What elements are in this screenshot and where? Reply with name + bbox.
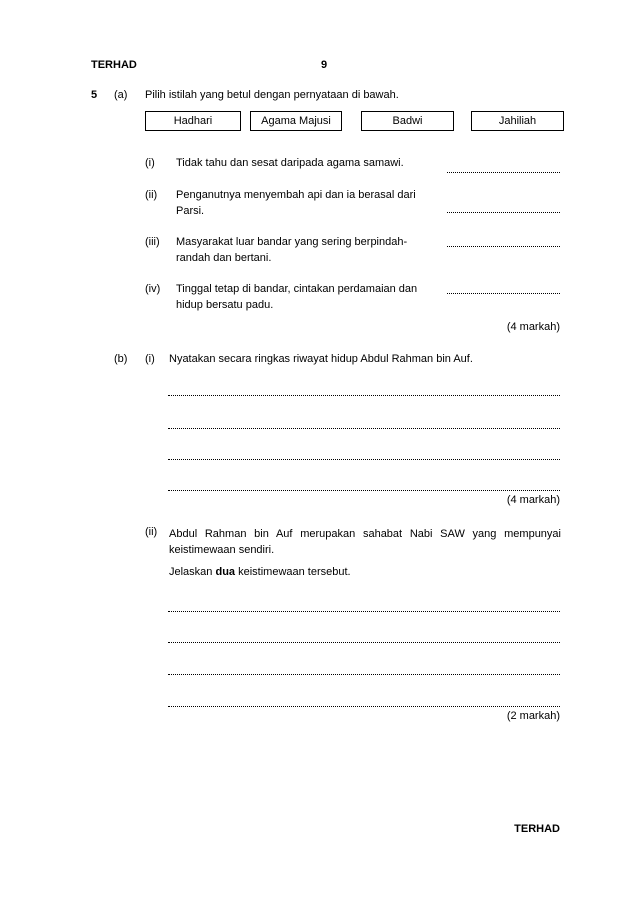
item-number: (ii) <box>145 189 158 201</box>
question-number: 5 <box>91 89 98 101</box>
marks-part-b-i: (4 markah) <box>506 494 560 506</box>
item-number: (i) <box>145 157 155 169</box>
answer-line[interactable] <box>447 171 560 173</box>
item-text: Tidak tahu dan sesat daripada agama samawi. <box>176 157 404 169</box>
page-number: 9 <box>321 59 328 71</box>
answer-line[interactable] <box>168 641 560 643</box>
header-left: TERHAD <box>91 59 137 71</box>
answer-line[interactable] <box>168 673 560 675</box>
marks-part-b-ii: (2 markah) <box>506 710 560 722</box>
item-text-cont: hidup bersatu padu. <box>176 299 274 311</box>
marks-part-a: (4 markah) <box>506 321 560 333</box>
option-box-badwi: Badwi <box>361 111 454 131</box>
part-b-label: (b) <box>114 353 128 365</box>
part-a-instruction: Pilih istilah yang betul dengan pernyataan di bawah. <box>145 89 399 101</box>
item-text: Tinggal tetap di bandar, cintakan perdamaian dan <box>176 283 418 295</box>
option-box-jahiliah: Jahiliah <box>471 111 564 131</box>
answer-line[interactable] <box>447 245 560 247</box>
part-b-ii-text: Abdul Rahman bin Auf merupakan sahabat Nabi SAW yang mempunyai keistimewaan sendiri. <box>169 528 561 556</box>
item-text-cont: Parsi. <box>176 205 205 217</box>
answer-line[interactable] <box>447 292 560 294</box>
part-b-ii-number: (ii) <box>145 526 158 538</box>
footer-right: TERHAD <box>514 823 560 835</box>
part-b-ii-instruction: Jelaskan dua keistimewaan tersebut. <box>169 566 351 578</box>
answer-line[interactable] <box>447 211 560 213</box>
answer-line[interactable] <box>168 705 560 707</box>
part-b-i-text: Nyatakan secara ringkas riwayat hidup Abdul Rahman bin Auf. <box>169 353 473 365</box>
answer-line[interactable] <box>168 394 560 396</box>
item-text: Masyarakat luar bandar yang sering berpindah- <box>176 236 408 248</box>
item-text: Penganutnya menyembah api dan ia berasal dari <box>176 189 416 201</box>
answer-line[interactable] <box>168 427 560 429</box>
answer-line[interactable] <box>168 610 560 612</box>
item-number: (iii) <box>145 236 160 248</box>
part-b-i-number: (i) <box>145 353 155 365</box>
item-text-cont: randah dan bertani. <box>176 252 272 264</box>
option-box-hadhari: Hadhari <box>145 111 241 131</box>
part-a-label: (a) <box>114 89 128 101</box>
option-box-agama-majusi: Agama Majusi <box>250 111 342 131</box>
answer-line[interactable] <box>168 489 560 491</box>
answer-line[interactable] <box>168 458 560 460</box>
item-number: (iv) <box>145 283 161 295</box>
